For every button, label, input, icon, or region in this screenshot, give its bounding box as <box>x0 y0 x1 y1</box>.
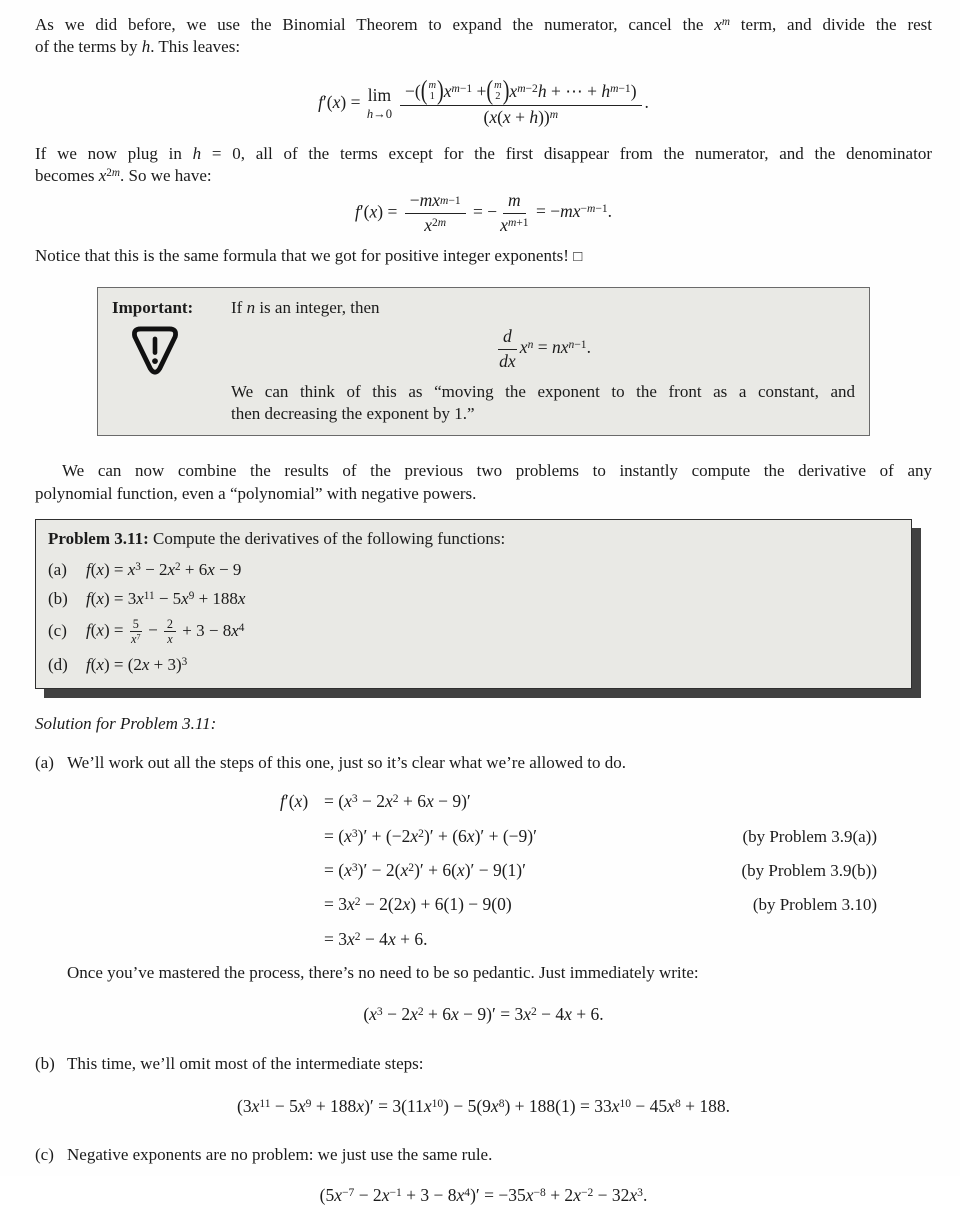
combine-paragraph-line-1: We can now combine the results of the previous two problems to instantly compute the derivative of any <box>62 461 932 481</box>
limit-operator: lim h→0 <box>366 85 393 121</box>
item-label: (a) <box>35 753 54 773</box>
solution-part-b <box>35 1053 932 1075</box>
important-box-left-column <box>112 297 231 425</box>
intro-paragraph-line-2: of the terms by h. This leaves: <box>35 37 241 57</box>
part-b-formula: $(3x^{11} - 5x^9 + 188x)' = 3(11x^{10}) - 5(9x^8) + 188(1) = 33x^{10} - 45x^8 + 188$. <box>237 1095 730 1116</box>
binomial-coefficient: m 2 <box>494 79 502 103</box>
solution-part-a <box>35 752 932 774</box>
item-text: Negative exponents are no problem: we just use the same rule. <box>67 1145 493 1165</box>
binomial-coefficient: m 1 <box>428 79 437 103</box>
notice-line: Notice that this is the same formula that we got for positive integer exponents! □ <box>35 245 583 265</box>
problem-part-d: (d) $f(x) = (2x + 3)^3$ <box>48 655 188 675</box>
fraction: − m x m −1 $x^{2m}$ <box>405 190 466 237</box>
limit-quotient-formula: f′(x) = lim h→0 −( ( m 1 ) $x^{m-1}$ + ( m 2 ) $x^{m-2}h$ + ⋯ + $h^{m-1}$) $(x(x + h))^m$ . <box>318 75 649 128</box>
binomial-left-paren: ( <box>486 75 494 106</box>
item-label: (b) <box>35 1054 55 1074</box>
important-intro-line: If n is an integer, then <box>231 298 380 318</box>
derivative-result-formula: f′(x) = − m x m −1 $x^{2m}$ = − $\frac{m}{x^{m+1}}$ = $-mx^{-m-1}$. <box>354 189 613 235</box>
intro-paragraph-line-1: As we did before, we use the Binomial Theorem to expand the numerator, cancel the $x^m$ term, and divide the rest <box>35 15 932 34</box>
plug-in-paragraph <box>35 143 932 188</box>
important-box-body <box>231 297 855 425</box>
important-box <box>97 287 870 436</box>
plug-in-paragraph-line-1: If we now plug in h = 0, all of the terms except for the first disappear from the numerator, and the denominator <box>35 143 932 163</box>
power-rule-formula: $\frac{d}{dx}$ $x^n = nx^{n-1}$. <box>499 325 591 371</box>
derivation-line: = $(x^3)' - 2(x^2)' + 6(x)' - 9(1)'$ (by Problem 3.9(b)) <box>280 859 877 882</box>
exclamation-warning-icon <box>130 324 180 380</box>
justification-note: (by Problem 3.10) <box>752 895 877 915</box>
fraction <box>400 75 642 129</box>
solution-label: Solution for Problem 3.11: <box>35 713 217 733</box>
quick-derivative-formula: $(x^3 - 2x^2 + 6x - 9)' = 3x^2 - 4x + 6$. <box>363 1004 604 1025</box>
d-dx-fraction: $\frac{d}{dx}$ <box>499 325 516 371</box>
fraction: $\frac{m}{x^{m+1}}$ <box>500 189 529 235</box>
plug-in-paragraph-line-2: becomes $x^{2m}$. So we have: <box>35 166 212 186</box>
small-fraction: $\frac{2}{x}$ <box>164 617 176 646</box>
item-label: (c) <box>35 1145 54 1165</box>
solution-part-c <box>35 1144 932 1166</box>
important-label: Important: <box>112 298 194 318</box>
small-fraction: $\frac{5}{x^7}$ <box>131 617 141 647</box>
part-c-formula: $(5x^{-7} - 2x^{-1} + 3 - 8x^4)' = -35x^{-8} + 2x^{-2} - 32x^3$. <box>319 1185 648 1206</box>
binomial-right-paren: ) <box>502 75 510 106</box>
problem-part-c: (c) f(x) = $\frac{5}{x^7}$ − $\frac{2}{x}$ + $3 - 8x^4$ <box>48 617 245 647</box>
derivation-block <box>280 790 877 951</box>
item-text: This time, we’ll omit most of the intermediate steps: <box>67 1054 424 1074</box>
limit-subscript: h→0 <box>366 106 393 121</box>
combine-paragraph-line-2: polynomial function, even a “polynomial” with negative powers. <box>35 483 477 503</box>
fraction-numerator: −( ( m 1 ) $x^{m-1}$ + ( m 2 ) $x^{m-2}h$ + ⋯ + $h^{m-1}$) <box>400 79 642 106</box>
binomial-right-paren: ) <box>437 75 444 106</box>
derivation-line: = $3x^2 - 4x + 6$. <box>324 928 428 949</box>
derivation-line: = $3x^2 - 2(2x) + 6(1) - 9(0)$ (by Problem 3.10) <box>280 893 877 916</box>
item-text: We’ll work out all the steps of this one, just so it’s clear what we’re allowed to do. <box>67 753 627 773</box>
derivation-line: f′(x) = $(x^3 - 2x^2 + 6x - 9)'$ <box>280 791 471 812</box>
binomial-left-paren: ( <box>420 75 428 106</box>
problem-title: Problem 3.11: Compute the derivatives of the following functions: <box>48 529 506 549</box>
problem-box <box>35 519 912 688</box>
important-paragraph-line-2: then decreasing the exponent by 1.” <box>231 403 475 423</box>
important-paragraph-line-1: We can think of this as “moving the exponent to the front as a constant, and <box>231 381 855 401</box>
intro-paragraph <box>35 14 932 59</box>
combine-paragraph <box>35 460 932 505</box>
justification-note: (by Problem 3.9(a)) <box>742 826 877 846</box>
problem-number: Problem 3.11: <box>48 529 149 549</box>
pedantic-paragraph: Once you’ve mastered the process, there’s no need to be so pedantic. Just immediately write: <box>67 962 699 982</box>
problem-part-a: (a) $f(x) = x^3 - 2x^2 + 6x - 9$ <box>48 559 242 579</box>
derivation-line: = $(x^3)' + (-2x^2)' + (6x)' + (-9)'$ (by Problem 3.9(a)) <box>280 825 877 848</box>
problem-part-b: (b) $f(x) = 3x^{11} - 5x^9 + 188x$ <box>48 588 246 608</box>
fraction-denominator: $(x(x + h))^m$ <box>483 107 559 128</box>
justification-note: (by Problem 3.9(b)) <box>741 860 877 880</box>
formula-lhs: f′(x) = <box>318 91 365 112</box>
